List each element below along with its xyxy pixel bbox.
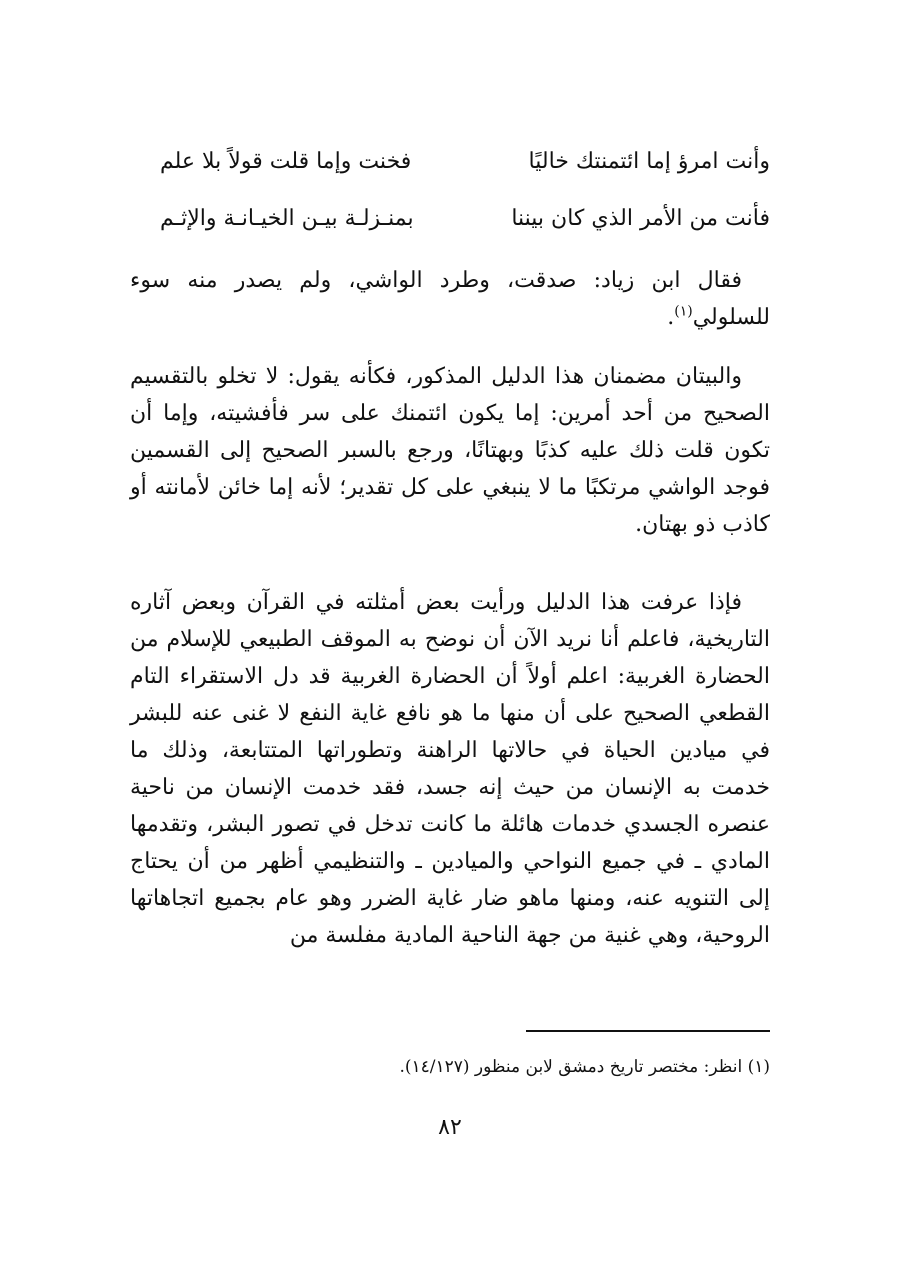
page-number: ٨٢ [438, 1115, 462, 1140]
verse-1-second-hemistich: فخنت وإما قلت قولاً بلا علم [160, 149, 412, 174]
paragraph-2-text: والبيتان مضمنان هذا الدليل المذكور، فكأنه يقول: لا تخلو بالتقسيم الصحيح من أحد أمرين: إما يكون ائتمنك على سر فأفشيته، وإما أن تكون قلت ذلك عليه كذبًا وبهتانًا، ورجع بالسبر الصحيح إلى القسمين فوجد الواشي مرتكبًا ما لا ينبغي على كل تقدير؛ لأنه إما خائن لأمانته أو كاذب ذو بهتان. [130, 364, 770, 537]
paragraph-ibn-ziyad [130, 262, 770, 336]
poem-verse-2 [160, 199, 770, 239]
verse-2-second-hemistich: بمنـزلـة بيـن الخيـانـة والإثـم [160, 206, 414, 231]
paragraph-two-verses [130, 358, 770, 543]
paragraph-1-tail: . [667, 305, 675, 330]
verse-2-first-hemistich: فأنت من الأمر الذي كان بيننا [511, 206, 770, 231]
verse-1-first-hemistich: وأنت امرؤ إما ائتمنتك خاليًا [528, 149, 770, 174]
footnote-reference: (١) [674, 303, 693, 320]
paragraph-1-text: فقال ابن زياد: صدقت، وطرد الواشي، ولم يصدر منه سوء للسلولي [130, 268, 770, 330]
paragraph-3-text: فإذا عرفت هذا الدليل ورأيت بعض أمثلته في القرآن وبعض آثاره التاريخية، فاعلم أنا نريد الآن أن نوضح به الموقف الطبيعي للإسلام من الحضارة الغربية: اعلم أولاً أن الحضارة الغربية قد دل الاستقراء التام القطعي الصحيح على أن منها ما هو نافع غاية النفع لا غنى عنه للبشر في ميادين الحياة في حالاتها الراهنة وتطوراتها المتتابعة، وذلك ما خدمت به الإنسان من حيث إنه جسد، فقد خدمت الإنسان من ناحية عنصره الجسدي خدمات هائلة ما كانت تدخل في تصور البشر، وتقدمها المادي ـ في جميع النواحي والميادين ـ والتنظيمي أظهر من أن يحتاج إلى التنويه عنه، ومنها ماهو ضار غاية الضرر وهو عام بجميع اتجاهاتها الروحية، وهي غنية من جهة الناحية المادية مفلسة من [130, 590, 770, 948]
footnote-separator [526, 1030, 770, 1032]
paragraph-western-civilization [130, 584, 770, 954]
footnote: (١) انظر: مختصر تاريخ دمشق لابن منظور (١٤/١٢٧). [399, 1057, 770, 1077]
poem-verse-1 [160, 142, 770, 182]
